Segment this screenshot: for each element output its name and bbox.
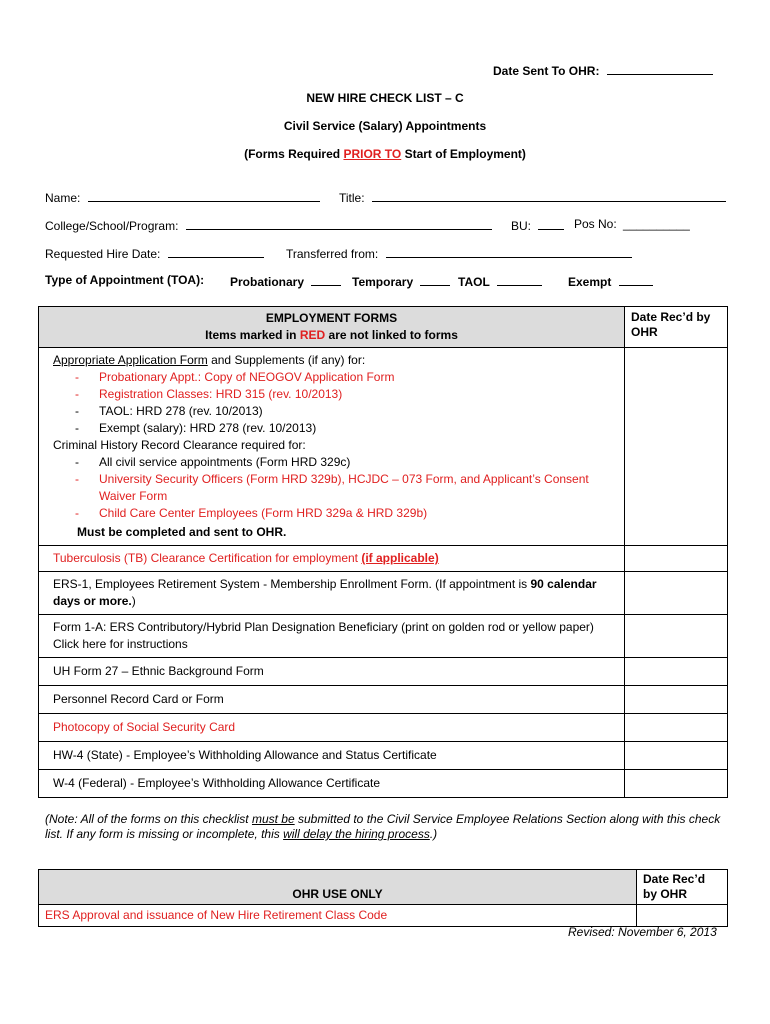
date-recd-cell[interactable]	[625, 348, 728, 546]
transferred-label: Transferred from:	[286, 247, 379, 261]
transferred-field[interactable]	[386, 245, 632, 258]
pos-no-label: Pos No:	[574, 217, 617, 231]
social-security-copy: Photocopy of Social Security Card	[39, 714, 625, 742]
table-row	[39, 546, 728, 572]
college-field[interactable]	[186, 217, 492, 230]
submission-note: (Note: All of the forms on this checklist must be submitted to the Civil Service Employee Relations Section along with this check list. If any form is missing or incomplete, this will delay the hiring process.)	[45, 812, 721, 841]
doc-title: NEW HIRE CHECK LIST – C	[306, 91, 464, 105]
title-field-row	[339, 189, 726, 205]
table-row	[39, 658, 728, 686]
transferred-row	[286, 245, 632, 261]
table-row	[39, 572, 728, 615]
date-recd-cell[interactable]	[625, 686, 728, 714]
exempt-blank[interactable]	[619, 273, 653, 286]
college-field-row	[45, 217, 492, 233]
hw4-form[interactable]: HW-4 (State) - Employee’s Withholding Allowance and Status Certificate	[39, 742, 625, 770]
table-row	[39, 905, 728, 927]
list-item[interactable]: - Exempt (salary): HRD 278 (rev. 10/2013)	[75, 421, 317, 435]
date-recd-cell[interactable]	[625, 546, 728, 572]
ohr-use-table	[38, 869, 728, 927]
forms-required-line: (Forms Required PRIOR TO Start of Employment)	[244, 147, 526, 161]
table-header-row	[39, 307, 728, 348]
taol-blank[interactable]	[497, 273, 542, 286]
hire-date-field[interactable]	[168, 245, 264, 258]
bu-field[interactable]	[538, 217, 564, 230]
college-label: College/School/Program:	[45, 219, 179, 233]
red-note: Items marked in RED are not linked to forms	[205, 328, 458, 342]
list-item[interactable]: - All civil service appointments (Form HRD 329c)	[75, 455, 351, 469]
revised-date: Revised: November 6, 2013	[568, 925, 717, 939]
title-label: Title:	[339, 191, 365, 205]
app-form-link[interactable]: Appropriate Application Form	[53, 353, 208, 367]
ohr-use-only-header: OHR USE ONLY	[39, 870, 637, 905]
title-field[interactable]	[372, 189, 726, 202]
name-label: Name:	[45, 191, 81, 205]
table-row	[39, 686, 728, 714]
employment-forms-table	[38, 306, 728, 798]
employment-forms-header: EMPLOYMENT FORMS Items marked in RED are not linked to forms	[39, 307, 625, 348]
criminal-heading: Criminal History Record Clearance required for:	[53, 438, 306, 452]
pos-no-field[interactable]: __________	[623, 217, 690, 231]
date-recd-cell[interactable]	[625, 615, 728, 658]
probationary-blank[interactable]	[311, 273, 341, 286]
application-cell	[39, 348, 625, 546]
list-item[interactable]: - Probationary Appt.: Copy of NEOGOV Application Form	[75, 370, 395, 384]
date-sent-row	[493, 62, 713, 78]
bu-label: BU:	[511, 219, 532, 233]
list-item[interactable]: - Registration Classes: HRD 315 (rev. 10/2013)	[75, 387, 343, 401]
toa-temporary: Temporary	[352, 273, 450, 289]
name-field-row	[45, 189, 320, 205]
personnel-record[interactable]: Personnel Record Card or Form	[39, 686, 625, 714]
date-recd-cell[interactable]	[625, 572, 728, 615]
temporary-blank[interactable]	[420, 273, 450, 286]
toa-label: Type of Appointment (TOA):	[45, 273, 205, 287]
ers1-form[interactable]: ERS-1, Employees Retirement System - Membership Enrollment Form. (If appointment is 90 calendar days or more.)	[39, 572, 625, 615]
date-recd-cell[interactable]	[625, 770, 728, 798]
date-recd-cell[interactable]	[625, 742, 728, 770]
toa-probationary: Probationary	[230, 273, 341, 289]
ohr-header-row	[39, 870, 728, 905]
must-complete-note: Must be completed and sent to OHR.	[77, 525, 287, 539]
ers-approval-row: ERS Approval and issuance of New Hire Retirement Class Code	[39, 905, 637, 927]
table-row	[39, 742, 728, 770]
date-recd-cell[interactable]	[637, 905, 728, 927]
date-recd-cell[interactable]	[625, 658, 728, 686]
date-recd-header: Date Rec’d by OHR	[625, 307, 728, 348]
pos-no-row	[574, 217, 690, 231]
date-sent-field[interactable]	[607, 62, 713, 75]
date-sent-label: Date Sent To OHR:	[493, 64, 600, 78]
table-row	[39, 714, 728, 742]
toa-taol: TAOL	[458, 273, 542, 289]
instructions-link[interactable]: Click here for instructions	[53, 637, 188, 651]
toa-exempt: Exempt	[568, 273, 653, 289]
hire-date-row	[45, 245, 264, 261]
hire-date-label: Requested Hire Date:	[45, 247, 161, 261]
bu-field-row	[511, 217, 564, 233]
doc-subtitle: Civil Service (Salary) Appointments	[283, 119, 487, 133]
list-item: - Child Care Center Employees (Form HRD 329a & HRD 329b)	[75, 506, 428, 520]
app-form-line: Appropriate Application Form and Supplements (if any) for:	[53, 353, 366, 367]
list-item[interactable]: - TAOL: HRD 278 (rev. 10/2013)	[75, 404, 263, 418]
table-row	[39, 770, 728, 798]
ohr-date-recd-header: Date Rec’d by OHR	[637, 870, 728, 905]
table-row	[39, 348, 728, 546]
table-row	[39, 615, 728, 658]
tb-clearance: Tuberculosis (TB) Clearance Certification for employment (if applicable)	[39, 546, 625, 572]
list-item: - University Security Officers (Form HRD 329b), HCJDC – 073 Form, and Applicant’s Consent Waiver Form	[75, 472, 589, 503]
date-recd-cell[interactable]	[625, 714, 728, 742]
name-field[interactable]	[88, 189, 320, 202]
uh-form-27[interactable]: UH Form 27 – Ethnic Background Form	[39, 658, 625, 686]
prior-to-highlight: PRIOR TO	[343, 147, 402, 161]
form-1a[interactable]: Form 1-A: ERS Contributory/Hybrid Plan Designation Beneficiary (print on golden rod or yellow paper) Click here for instructions	[39, 615, 625, 658]
w4-form[interactable]: W-4 (Federal) - Employee’s Withholding Allowance Certificate	[39, 770, 625, 798]
